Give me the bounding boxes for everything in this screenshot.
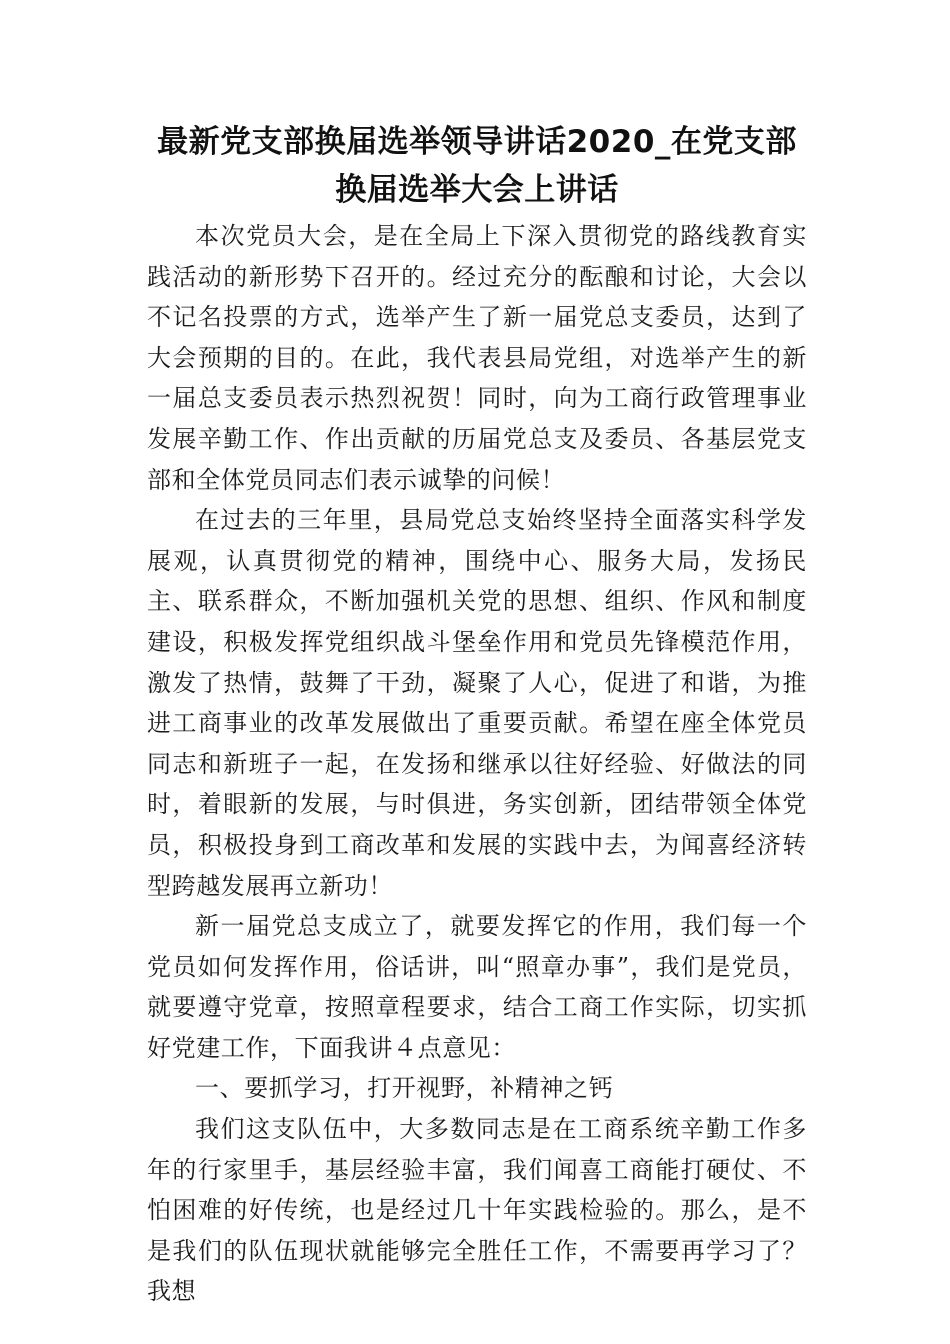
- paragraph-team-study: 我们这支队伍中，大多数同志是在工商系统辛勤工作多年的行家里手，基层经验丰富，我们闻喜工商能打硬仗、不怕困难的好传统，也是经过几十年实践检验的。那么，是不是我们的队伍现状就能够完全胜任工作，不需要再学习了？我想: [147, 1115, 807, 1306]
- document-title: 最新党支部换届选举领导讲话2020_在党支部换届选举大会上讲话: [157, 124, 797, 208]
- paragraph-new-branch: 新一届党总支成立了，就要发挥它的作用，我们每一个党员如何发挥作用，俗话讲，叫“照章办事”，我们是党员，就要遵守党章，按照章程要求，结合工商工作实际，切实抓好党建工作，下面我讲４点意见：: [147, 912, 807, 1062]
- paragraph-past-three-years: 在过去的三年里，县局党总支始终坚持全面落实科学发展观，认真贯彻党的精神，围绕中心、服务大局，发扬民主、联系群众，不断加强机关党的思想、组织、作风和制度建设，积极发挥党组织战斗堡垒作用和党员先锋模范作用，激发了热情，鼓舞了干劲，凝聚了人心，促进了和谐，为推进工商事业的改革发展做出了重要贡献。希望在座全体党员同志和新班子一起，在发扬和继承以往好经验、好做法的同时，着眼新的发展，与时俱进，务实创新，团结带领全体党员，积极投身到工商改革和发展的实践中去，为闻喜经济转型跨越发展再立新功！: [147, 506, 807, 900]
- section-heading-study: 一、要抓学习，打开视野，补精神之钙: [195, 1074, 614, 1103]
- paragraph-opening: 本次党员大会，是在全局上下深入贯彻党的路线教育实践活动的新形势下召开的。经过充分的酝酿和讨论，大会以不记名投票的方式，选举产生了新一届党总支委员，达到了大会预期的目的。在此，我代表县局党组，对选举产生的新一届总支委员表示热烈祝贺！同时，向为工商行政管理事业发展辛勤工作、作出贡献的历届党总支及委员、各基层党支部和全体党员同志们表示诚挚的问候！: [147, 222, 807, 494]
- document-page: [147, 118, 807, 1312]
